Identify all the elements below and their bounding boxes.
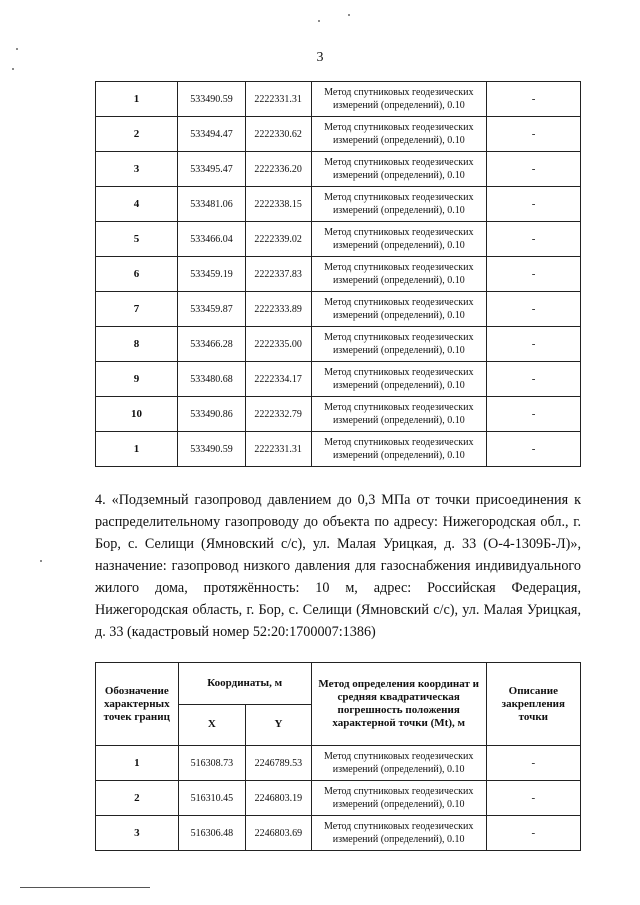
header-y: Y bbox=[246, 704, 312, 746]
point-number: 3 bbox=[96, 816, 179, 851]
coord-x: 533490.59 bbox=[178, 82, 246, 117]
point-number: 1 bbox=[96, 432, 178, 467]
paragraph-text: 4. «Подземный газопровод давлением до 0,3 МПа от точки присоединения к распределительному газопроводу до объекта по адресу: Нижегородская обл., г. Бор, с. Селищи (Ямновский с/с), ул. Малая Урицкая, д. 33 (О-4-1309Б-Л)», назначение: газопровод низкого давления для газоснабжения индивидуального жилого дома, протяжённость: 10 м, адрес: Российская Федерация, Нижегородская область, г. Бор, с. Селищи (Ямновский с/с), ул. Малая Урицкая, д. 33 (кадастровый номер 52:20:1700007:1386) bbox=[95, 492, 581, 640]
description-cell: - bbox=[486, 816, 580, 851]
table-row bbox=[96, 152, 581, 187]
description-cell: - bbox=[486, 781, 580, 816]
description-cell: - bbox=[486, 746, 580, 781]
point-number: 1 bbox=[96, 746, 179, 781]
description-cell: - bbox=[487, 82, 581, 117]
scan-speck bbox=[318, 20, 320, 22]
table-row bbox=[96, 781, 581, 816]
coord-x: 533480.68 bbox=[178, 362, 246, 397]
coord-y: 2222335.00 bbox=[245, 327, 311, 362]
header-description: Описание закрепления точки bbox=[486, 663, 580, 746]
coordinates-table-bottom bbox=[95, 662, 581, 851]
description-cell: - bbox=[487, 362, 581, 397]
coord-y: 2222339.02 bbox=[245, 222, 311, 257]
scan-speck bbox=[12, 68, 14, 70]
point-number: 2 bbox=[96, 117, 178, 152]
table-row bbox=[96, 397, 581, 432]
header-object: Обозначение характерных точек границ bbox=[96, 663, 179, 746]
table-header-row bbox=[96, 663, 581, 705]
header-x: X bbox=[178, 704, 245, 746]
coord-x: 516306.48 bbox=[178, 816, 245, 851]
method-cell: Метод спутниковых геодезических измерений (определений), 0.10 bbox=[311, 257, 487, 292]
coord-x: 516310.45 bbox=[178, 781, 245, 816]
description-cell: - bbox=[487, 327, 581, 362]
scan-speck bbox=[40, 560, 42, 562]
method-cell: Метод спутниковых геодезических измерений (определений), 0.10 bbox=[311, 362, 487, 397]
coord-y: 2246803.19 bbox=[246, 781, 312, 816]
method-cell: Метод спутниковых геодезических измерений (определений), 0.10 bbox=[311, 187, 487, 222]
description-cell: - bbox=[487, 397, 581, 432]
coord-x: 533494.47 bbox=[178, 117, 246, 152]
description-cell: - bbox=[487, 257, 581, 292]
description-cell: - bbox=[487, 117, 581, 152]
point-number: 5 bbox=[96, 222, 178, 257]
table-row bbox=[96, 117, 581, 152]
description-cell: - bbox=[487, 432, 581, 467]
coord-y: 2222332.79 bbox=[245, 397, 311, 432]
coord-x: 533490.86 bbox=[178, 397, 246, 432]
point-number: 1 bbox=[96, 82, 178, 117]
coord-y: 2246789.53 bbox=[246, 746, 312, 781]
coord-y: 2222338.15 bbox=[245, 187, 311, 222]
table-row bbox=[96, 362, 581, 397]
point-number: 8 bbox=[96, 327, 178, 362]
table-row bbox=[96, 432, 581, 467]
point-number: 2 bbox=[96, 781, 179, 816]
method-cell: Метод спутниковых геодезических измерений (определений), 0.10 bbox=[311, 781, 486, 816]
coord-y: 2246803.69 bbox=[246, 816, 312, 851]
point-number: 7 bbox=[96, 292, 178, 327]
point-number: 10 bbox=[96, 397, 178, 432]
scan-speck bbox=[16, 48, 18, 50]
coord-x: 533490.59 bbox=[178, 432, 246, 467]
table-row bbox=[96, 746, 581, 781]
coord-x: 533466.04 bbox=[178, 222, 246, 257]
coord-x: 533495.47 bbox=[178, 152, 246, 187]
table-row bbox=[96, 327, 581, 362]
point-number: 6 bbox=[96, 257, 178, 292]
method-cell: Метод спутниковых геодезических измерений (определений), 0.10 bbox=[311, 816, 486, 851]
coord-y: 2222331.31 bbox=[245, 432, 311, 467]
table-row bbox=[96, 816, 581, 851]
page-number: 3 bbox=[316, 50, 324, 65]
description-cell: - bbox=[487, 187, 581, 222]
point-number: 3 bbox=[96, 152, 178, 187]
coord-y: 2222334.17 bbox=[245, 362, 311, 397]
method-cell: Метод спутниковых геодезических измерений (определений), 0.10 bbox=[311, 397, 487, 432]
object-description-paragraph bbox=[95, 489, 581, 643]
coord-x: 533466.28 bbox=[178, 327, 246, 362]
method-cell: Метод спутниковых геодезических измерений (определений), 0.10 bbox=[311, 222, 487, 257]
coord-y: 2222333.89 bbox=[245, 292, 311, 327]
description-cell: - bbox=[487, 292, 581, 327]
coord-y: 2222337.83 bbox=[245, 257, 311, 292]
method-cell: Метод спутниковых геодезических измерений (определений), 0.10 bbox=[311, 152, 487, 187]
method-cell: Метод спутниковых геодезических измерений (определений), 0.10 bbox=[311, 746, 486, 781]
scan-speck bbox=[348, 14, 350, 16]
coord-x: 533459.19 bbox=[178, 257, 246, 292]
table-row bbox=[96, 292, 581, 327]
coord-x: 533481.06 bbox=[178, 187, 246, 222]
method-cell: Метод спутниковых геодезических измерений (определений), 0.10 bbox=[311, 432, 487, 467]
method-cell: Метод спутниковых геодезических измерений (определений), 0.10 bbox=[311, 292, 487, 327]
method-cell: Метод спутниковых геодезических измерений (определений), 0.10 bbox=[311, 117, 487, 152]
point-number: 4 bbox=[96, 187, 178, 222]
table-row bbox=[96, 222, 581, 257]
table-row bbox=[96, 187, 581, 222]
coord-x: 516308.73 bbox=[178, 746, 245, 781]
coord-y: 2222336.20 bbox=[245, 152, 311, 187]
header-coordinates: Координаты, м bbox=[178, 663, 311, 705]
description-cell: - bbox=[487, 152, 581, 187]
coord-y: 2222331.31 bbox=[245, 82, 311, 117]
footnote-divider bbox=[20, 887, 150, 888]
coord-x: 533459.87 bbox=[178, 292, 246, 327]
point-number: 9 bbox=[96, 362, 178, 397]
coord-y: 2222330.62 bbox=[245, 117, 311, 152]
method-cell: Метод спутниковых геодезических измерений (определений), 0.10 bbox=[311, 82, 487, 117]
table-row bbox=[96, 257, 581, 292]
description-cell: - bbox=[487, 222, 581, 257]
coordinates-table-top bbox=[95, 81, 581, 467]
header-method: Метод определения координат и средняя квадратическая погрешность положения характерной точки (Mt), м bbox=[311, 663, 486, 746]
table-row bbox=[96, 82, 581, 117]
method-cell: Метод спутниковых геодезических измерений (определений), 0.10 bbox=[311, 327, 487, 362]
